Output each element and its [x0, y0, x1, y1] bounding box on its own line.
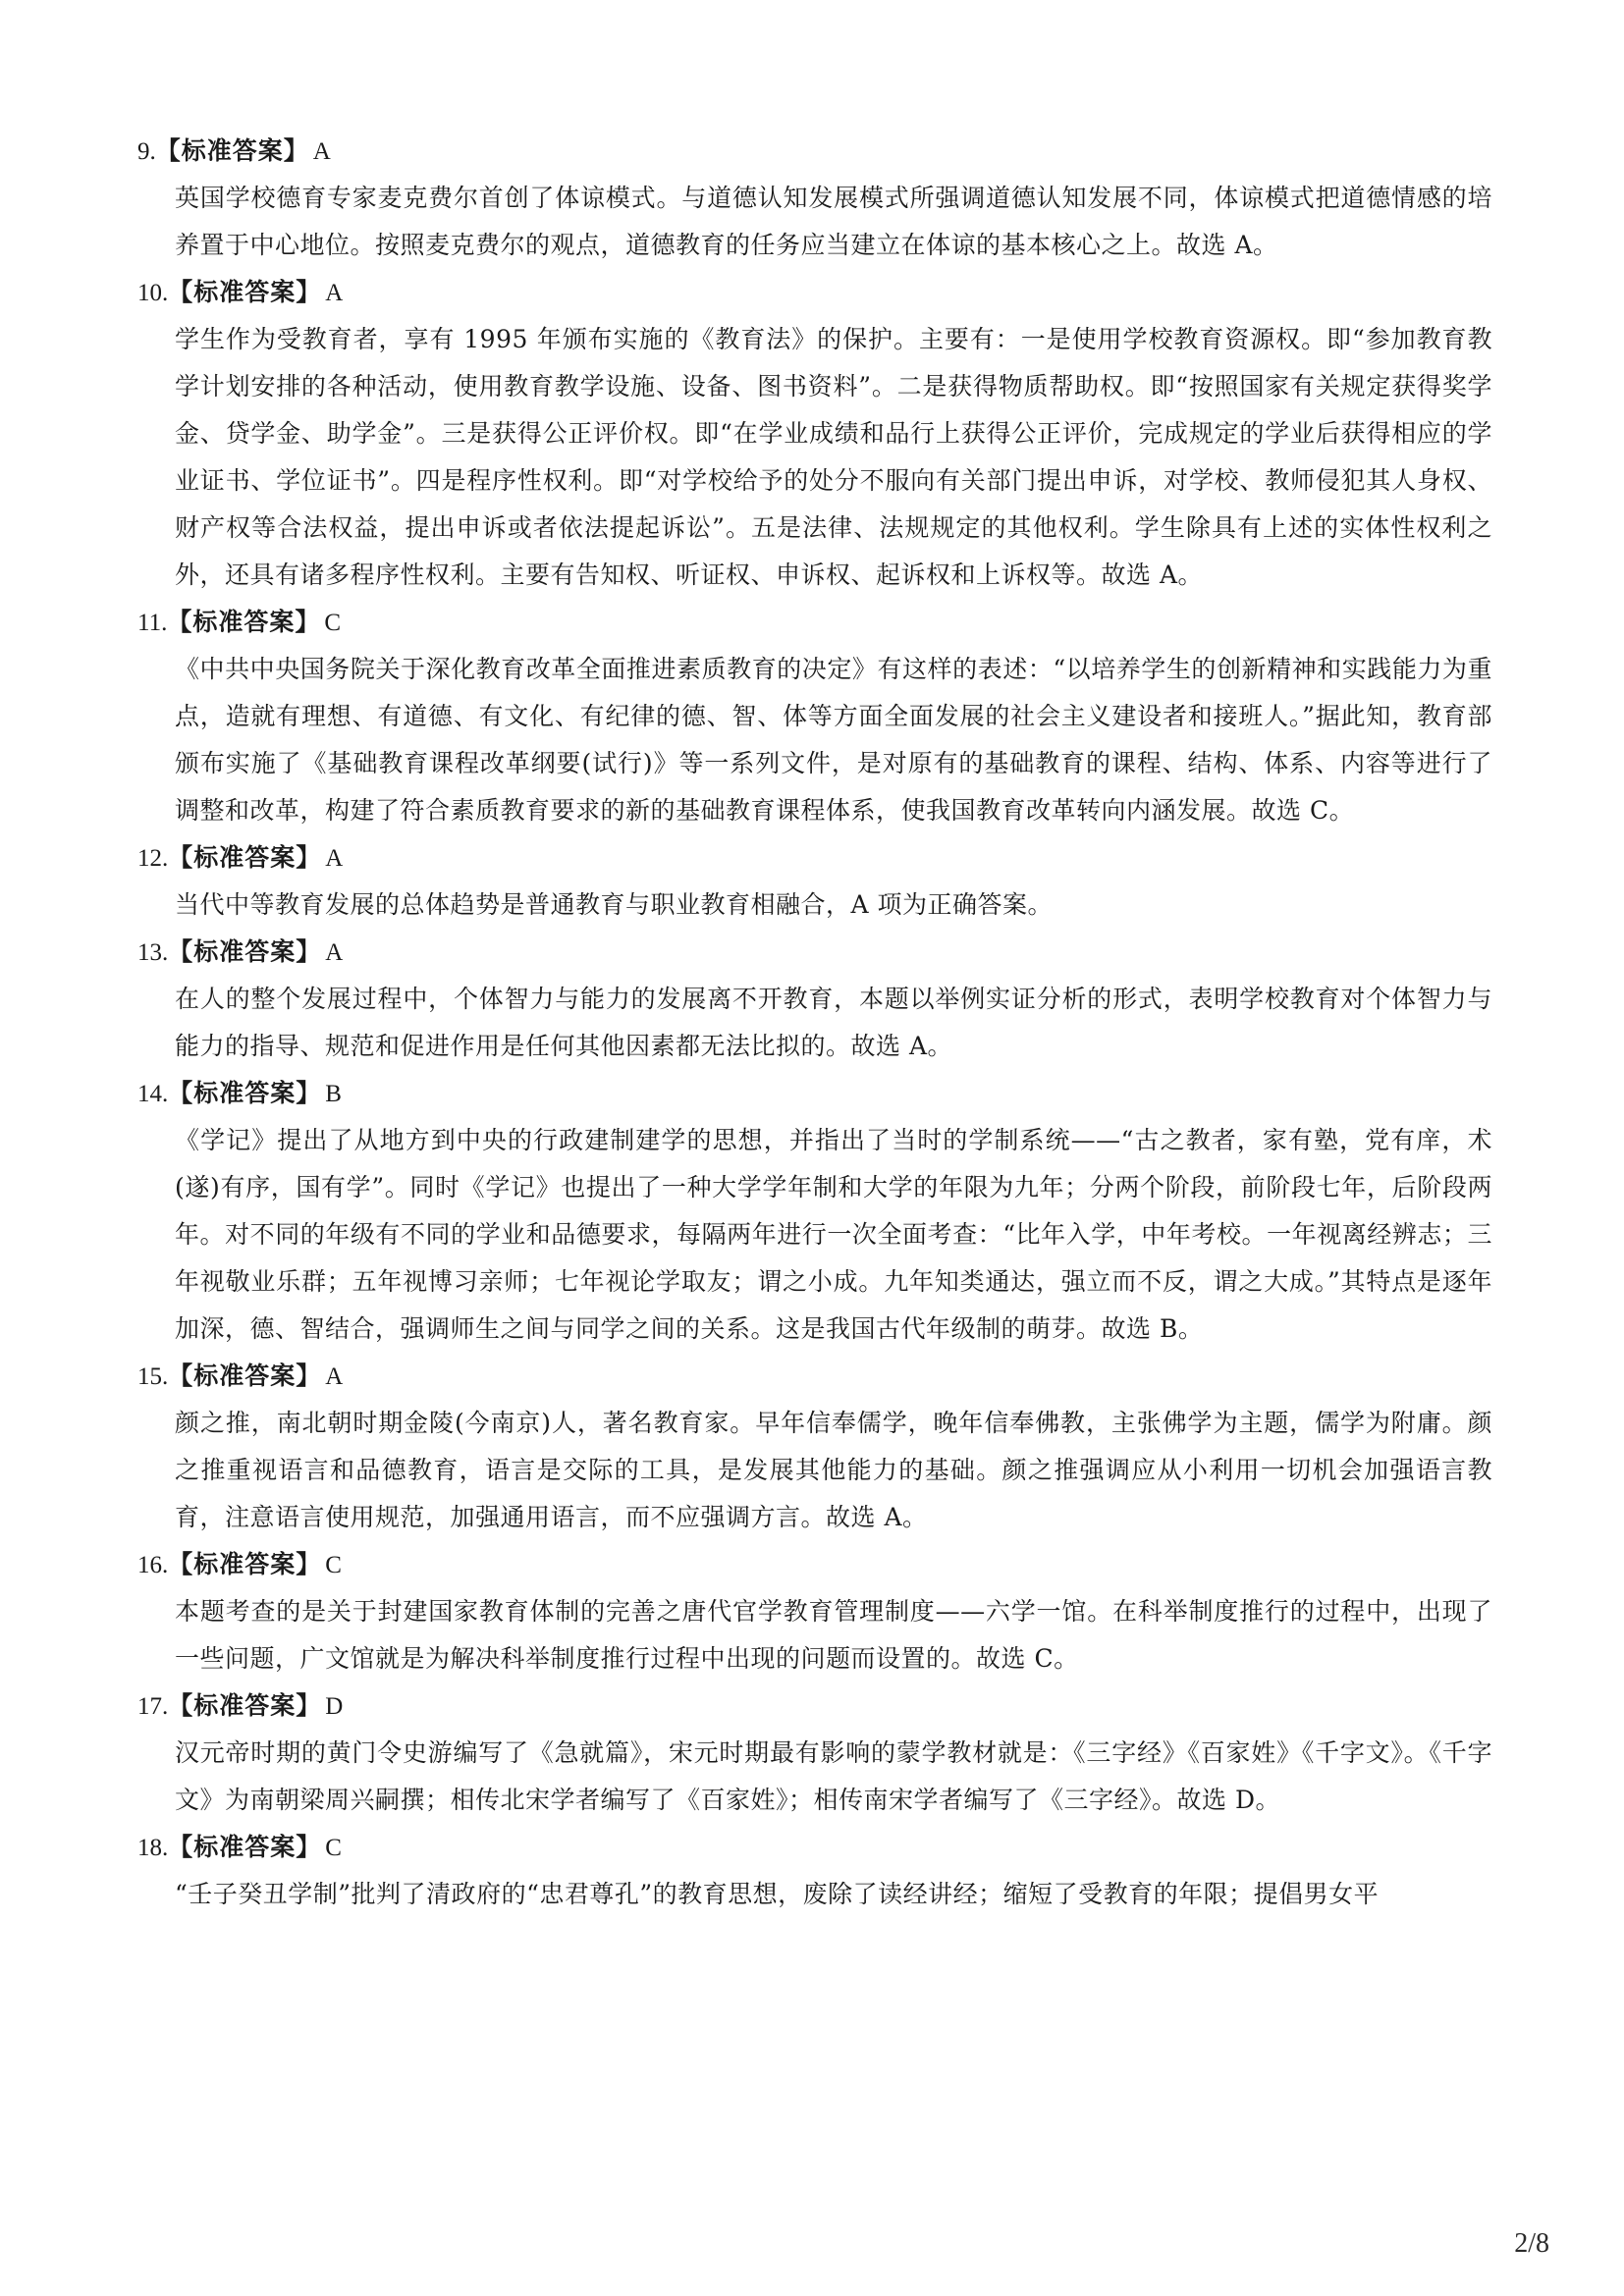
question-number: 18.: [137, 1835, 169, 1861]
answer-value: B: [325, 1081, 342, 1107]
explanation-text: 在人的整个发展过程中，个体智力与能力的发展离不开教育，本题以举例实证分析的形式，表明学校教育对个体智力与能力的指导、规范和促进作用是任何其他因素都无法比拟的。故选 A。: [175, 985, 1492, 1060]
answer-value: C: [325, 1835, 342, 1861]
explanation-text: 本题考查的是关于封建国家教育体制的完善之唐代官学教育管理制度——六学一馆。在科举制度推行的过程中，出现了一些问题，广文馆就是为解决科举制度推行过程中出现的问题而设置的。故选 C。: [175, 1597, 1492, 1673]
answer-label: 【标准答案】: [168, 278, 322, 306]
answer-label: 【标准答案】: [168, 1362, 322, 1390]
page-number: 2/8: [1514, 2228, 1549, 2259]
question-number: 13.: [137, 939, 169, 966]
answer-value: A: [312, 138, 331, 165]
answer-value: A: [325, 845, 344, 872]
explanation-text: 当代中等教育发展的总体趋势是普通教育与职业教育相融合，A 项为正确答案。: [175, 890, 1054, 919]
question-header: [137, 599, 1492, 646]
question-11: [137, 599, 1492, 834]
explanation-text: 《中共中央国务院关于深化教育改革全面推进素质教育的决定》有这样的表述：“以培养学生的创新精神和实践能力为重点，造就有理想、有道德、有文化、有纪律的德、智、体等方面全面发展的社会主义建设者和接班人。”据此知，教育部颁布实施了《基础教育课程改革纲要(试行)》等一系列文件，是对原有的基础教育的课程、结构、体系、内容等进行了调整和改革，构建了符合素质教育要求的新的基础教育课程体系，使我国教育改革转向内涵发展。故选 C。: [175, 655, 1492, 825]
question-header: [137, 1682, 1492, 1730]
question-16: [137, 1541, 1492, 1682]
question-header: [137, 1353, 1492, 1400]
answer-value: C: [325, 1552, 342, 1578]
question-14: [137, 1070, 1492, 1353]
question-17: [137, 1682, 1492, 1824]
explanation-text: 学生作为受教育者，享有 1995 年颁布实施的《教育法》的保护。主要有：一是使用学校教育资源权。即“参加教育教学计划安排的各种活动，使用教育教学设施、设备、图书资料”。二是获得物质帮助权。即“按照国家有关规定获得奖学金、贷学金、助学金”。三是获得公正评价权。即“在学业成绩和品行上获得公正评价，完成规定的学业后获得相应的学业证书、学位证书”。四是程序性权利。即“对学校给予的处分不服向有关部门提出申诉，对学校、教师侵犯其人身权、财产权等合法权益，提出申诉或者依法提起诉讼”。五是法律、法规规定的其他权利。学生除具有上述的实体性权利之外，还具有诸多程序性权利。主要有告知权、听证权、申诉权、起诉权和上诉权等。故选 A。: [175, 325, 1492, 589]
answer-label: 【标准答案】: [168, 937, 322, 966]
question-header: [137, 1541, 1492, 1588]
answer-label: 【标准答案】: [168, 1833, 322, 1861]
question-18: [137, 1824, 1492, 1918]
answer-value: A: [325, 280, 344, 306]
explanation-text: “壬子癸丑学制”批判了清政府的“忠君尊孔”的教育思想，废除了读经讲经；缩短了受教育的年限；提倡男女平: [175, 1880, 1380, 1908]
answer-label: 【标准答案】: [168, 1079, 322, 1107]
question-header: [137, 1824, 1492, 1871]
question-number: 12.: [137, 845, 169, 872]
question-header: [137, 269, 1492, 316]
answer-value: D: [325, 1693, 344, 1720]
question-number: 11.: [137, 610, 168, 636]
answer-value: A: [325, 939, 344, 966]
question-number: 16.: [137, 1552, 169, 1578]
question-number: 15.: [137, 1363, 169, 1390]
answer-label: 【标准答案】: [155, 136, 309, 165]
question-header: [137, 128, 1492, 175]
explanation-text: 《学记》提出了从地方到中央的行政建制建学的思想，并指出了当时的学制系统——“古之教者，家有塾，党有庠，术(遂)有序，国有学”。同时《学记》也提出了一种大学学年制和大学的年限为九年；分两个阶段，前阶段七年，后阶段两年。对不同的年级有不同的学业和品德要求，每隔两年进行一次全面考查：“比年入学，中年考校。一年视离经辨志；三年视敬业乐群；五年视博习亲师；七年视论学取友；谓之小成。九年知类通达，强立而不反，谓之大成。”其特点是逐年加深，德、智结合，强调师生之间与同学之间的关系。这是我国古代年级制的萌芽。故选 B。: [175, 1126, 1492, 1343]
answer-label: 【标准答案】: [168, 843, 322, 872]
explanation-text: 英国学校德育专家麦克费尔首创了体谅模式。与道德认知发展模式所强调道德认知发展不同，体谅模式把道德情感的培养置于中心地位。按照麦克费尔的观点，道德教育的任务应当建立在体谅的基本核心之上。故选 A。: [175, 184, 1492, 259]
question-9: [137, 128, 1492, 269]
question-15: [137, 1353, 1492, 1541]
question-number: 9.: [137, 138, 156, 165]
question-12: [137, 834, 1492, 929]
question-number: 10.: [137, 280, 169, 306]
explanation-text: 汉元帝时期的黄门令史游编写了《急就篇》，宋元时期最有影响的蒙学教材就是：《三字经》《百家姓》《千字文》。《千字文》为南朝梁周兴嗣撰；相传北宋学者编写了《百家姓》；相传南宋学者编写了《三字经》。故选 D。: [175, 1738, 1492, 1814]
answer-value: C: [324, 610, 342, 636]
question-10: [137, 269, 1492, 599]
answer-list: [137, 128, 1492, 1918]
question-header: [137, 834, 1492, 881]
answer-label: 【标准答案】: [167, 608, 321, 636]
question-number: 14.: [137, 1081, 169, 1107]
question-header: [137, 929, 1492, 976]
question-13: [137, 929, 1492, 1070]
question-header: [137, 1070, 1492, 1117]
question-number: 17.: [137, 1693, 169, 1720]
answer-label: 【标准答案】: [168, 1550, 322, 1578]
answer-value: A: [325, 1363, 344, 1390]
answer-label: 【标准答案】: [168, 1691, 322, 1720]
explanation-text: 颜之推，南北朝时期金陵(今南京)人，著名教育家。早年信奉儒学，晚年信奉佛教，主张佛学为主题，儒学为附庸。颜之推重视语言和品德教育，语言是交际的工具，是发展其他能力的基础。颜之推强调应从小利用一切机会加强语言教育，注意语言使用规范，加强通用语言，而不应强调方言。故选 A。: [175, 1409, 1492, 1531]
